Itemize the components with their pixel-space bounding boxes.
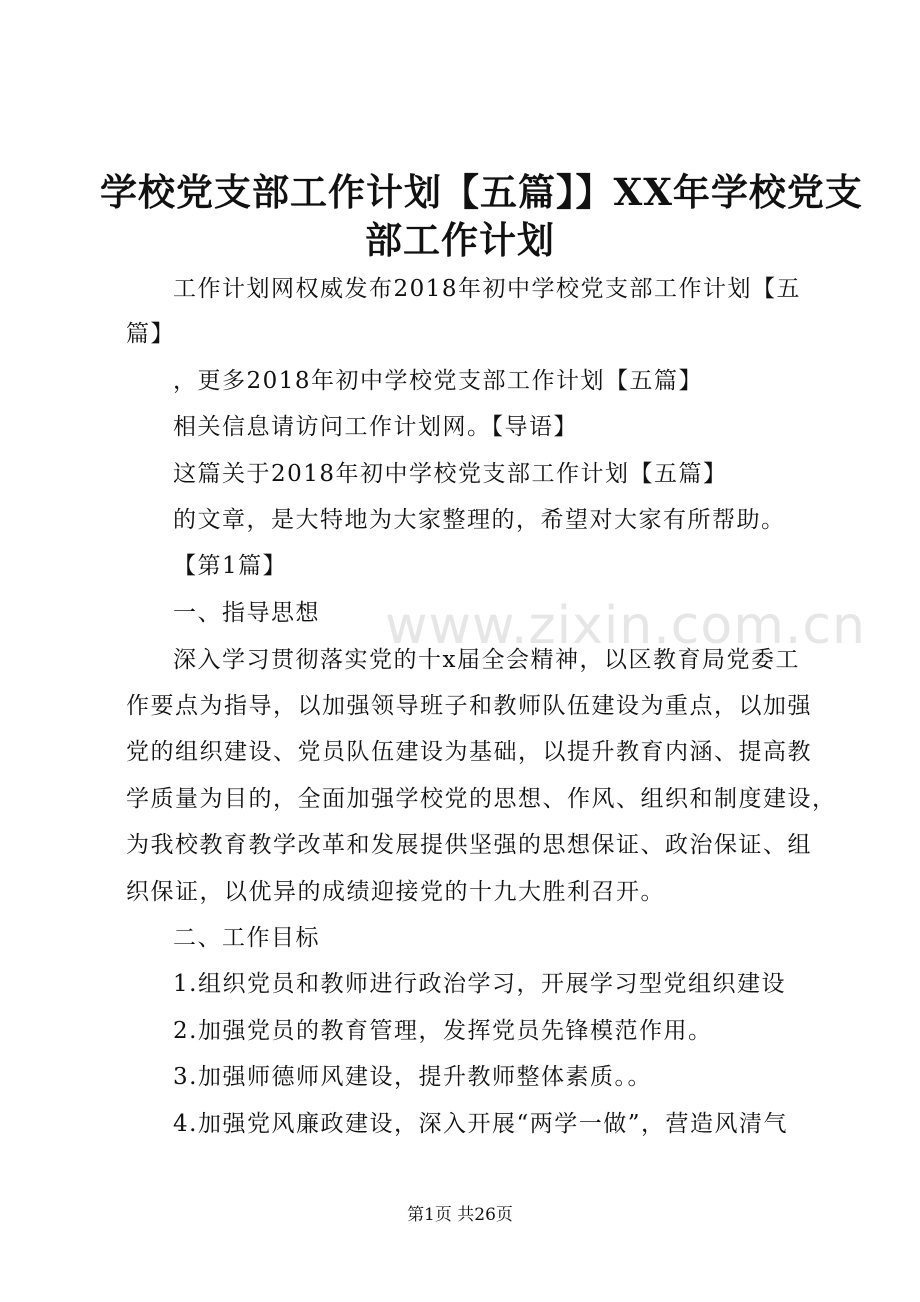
section-heading: 二、工作目标 xyxy=(173,925,320,951)
body-line: 学质量为目的，全面加强学校党的思想、作风、组织和制度建设， xyxy=(126,786,837,812)
body-line: 篇】 xyxy=(126,321,175,347)
body-line: 为我校教育教学改革和发展提供坚强的思想保证、政治保证、组 xyxy=(126,832,812,858)
list-item: 1.组织党员和教师进行政治学习，开展学习型党组织建设 xyxy=(173,971,786,997)
list-item: 3.加强师德师风建设，提升教师整体素质。。 xyxy=(173,1064,652,1090)
body-line: 织保证，以优异的成绩迎接党的十九大胜利召开。 xyxy=(126,879,665,905)
watermark: www.zixin.com.cn xyxy=(385,596,866,656)
body-line: 相关信息请访问工作计划网。【导语】 xyxy=(173,414,578,440)
section-heading: 一、指导思想 xyxy=(173,600,320,626)
body-line: ，更多2018年初中学校党支部工作计划【五篇】 xyxy=(173,368,704,394)
document-title-line-1: 学校党支部工作计划【五篇】】XX年学校党支 xyxy=(100,170,863,214)
body-line: 作要点为指导，以加强领导班子和教师队伍建设为重点，以加强 xyxy=(126,693,812,719)
body-line: 的文章，是大特地为大家整理的，希望对大家有所帮助。 xyxy=(173,507,786,533)
section-heading: 【第1篇】 xyxy=(173,553,288,579)
page-footer: 第1页 共26页 xyxy=(407,1205,513,1225)
body-line: 工作计划网权威发布2018年初中学校党支部工作计划【五 xyxy=(173,276,802,302)
body-line: 党的组织建设、党员队伍建设为基础，以提升教育内涵、提高教 xyxy=(126,739,812,765)
body-line: 深入学习贯彻落实党的十x届全会精神，以区教育局党委工 xyxy=(173,647,800,673)
body-line: 这篇关于2018年初中学校党支部工作计划【五篇】 xyxy=(173,461,728,487)
document-title-line-2: 部工作计划 xyxy=(365,218,555,262)
list-item: 2.加强党员的教育管理，发挥党员先锋模范作用。 xyxy=(173,1018,713,1044)
list-item: 4.加强党风廉政建设，深入开展“两学一做”，营造风清气 xyxy=(173,1111,788,1137)
